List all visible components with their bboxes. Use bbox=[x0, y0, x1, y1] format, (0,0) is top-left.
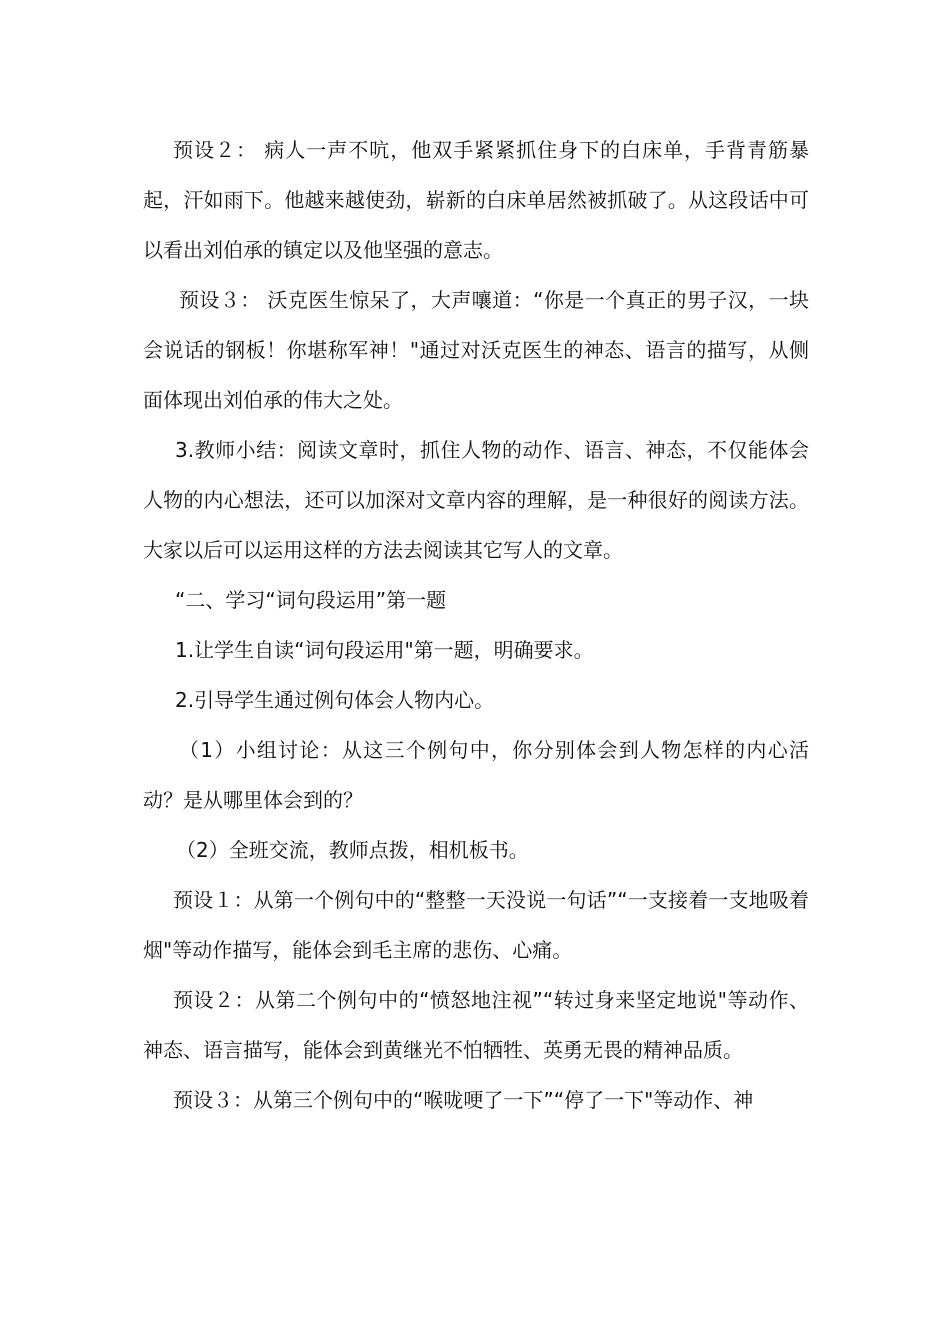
document-body bbox=[143, 125, 809, 1125]
paragraph-preset-3-doctor: 预设３： 沃克医生惊呆了，大声嚷道：“你是一个真正的男子汉，一块会说话的钢板！你堪称军神！"通过对沃克医生的神态、语言的描写，从侧面体现出刘伯承的伟大之处。 bbox=[143, 288, 809, 412]
paragraph-teacher-summary: 3.教师小结：阅读文章时，抓住人物的动作、语言、神态，不仅能体会人物的内心想法，还可以加深对文章内容的理解，是一种很好的阅读方法。大家以后可以运用这样的方法去阅读其它写人的文章。 bbox=[143, 438, 809, 562]
paragraph-step-2-guide: 2.引导学生通过例句体会人物内心。 bbox=[175, 688, 495, 712]
paragraph-example-1: 预设１：从第一个例句中的“整整一天没说一句话”“一支接着一支地吸着烟"等动作描写，能体会到毛主席的悲伤、心痛。 bbox=[143, 888, 809, 962]
paragraph-step-1-self-read: 1.让学生自读“词句段运用"第一题，明确要求。 bbox=[175, 638, 594, 662]
paragraph-group-discussion: （1）小组讨论：从这三个例句中，你分别体会到人物怎样的内心活动？是从哪里体会到的？ bbox=[143, 738, 809, 812]
paragraph-class-exchange: （2）全班交流，教师点拨，相机板书。 bbox=[176, 838, 529, 862]
section-heading-word-sentence-use: “二、学习“词句段运用”第一题 bbox=[175, 588, 447, 612]
paragraph-example-2: 预设２：从第二个例句中的“愤怒地注视”“转过身来坚定地说"等动作、神态、语言描写，能体会到黄继光不怕牺牲、英勇无畏的精神品质。 bbox=[143, 988, 809, 1062]
paragraph-example-3: 预设３：从第三个例句中的“喉咙哽了一下”“停了一下"等动作、神 bbox=[173, 1088, 754, 1112]
paragraph-preset-2-patient: 预设２： 病人一声不吭，他双手紧紧抓住身下的白床单，手背青筋暴起，汗如雨下。他越来越使劲，崭新的白床单居然被抓破了。从这段话中可以看出刘伯承的镇定以及他坚强的意志。 bbox=[143, 138, 809, 262]
